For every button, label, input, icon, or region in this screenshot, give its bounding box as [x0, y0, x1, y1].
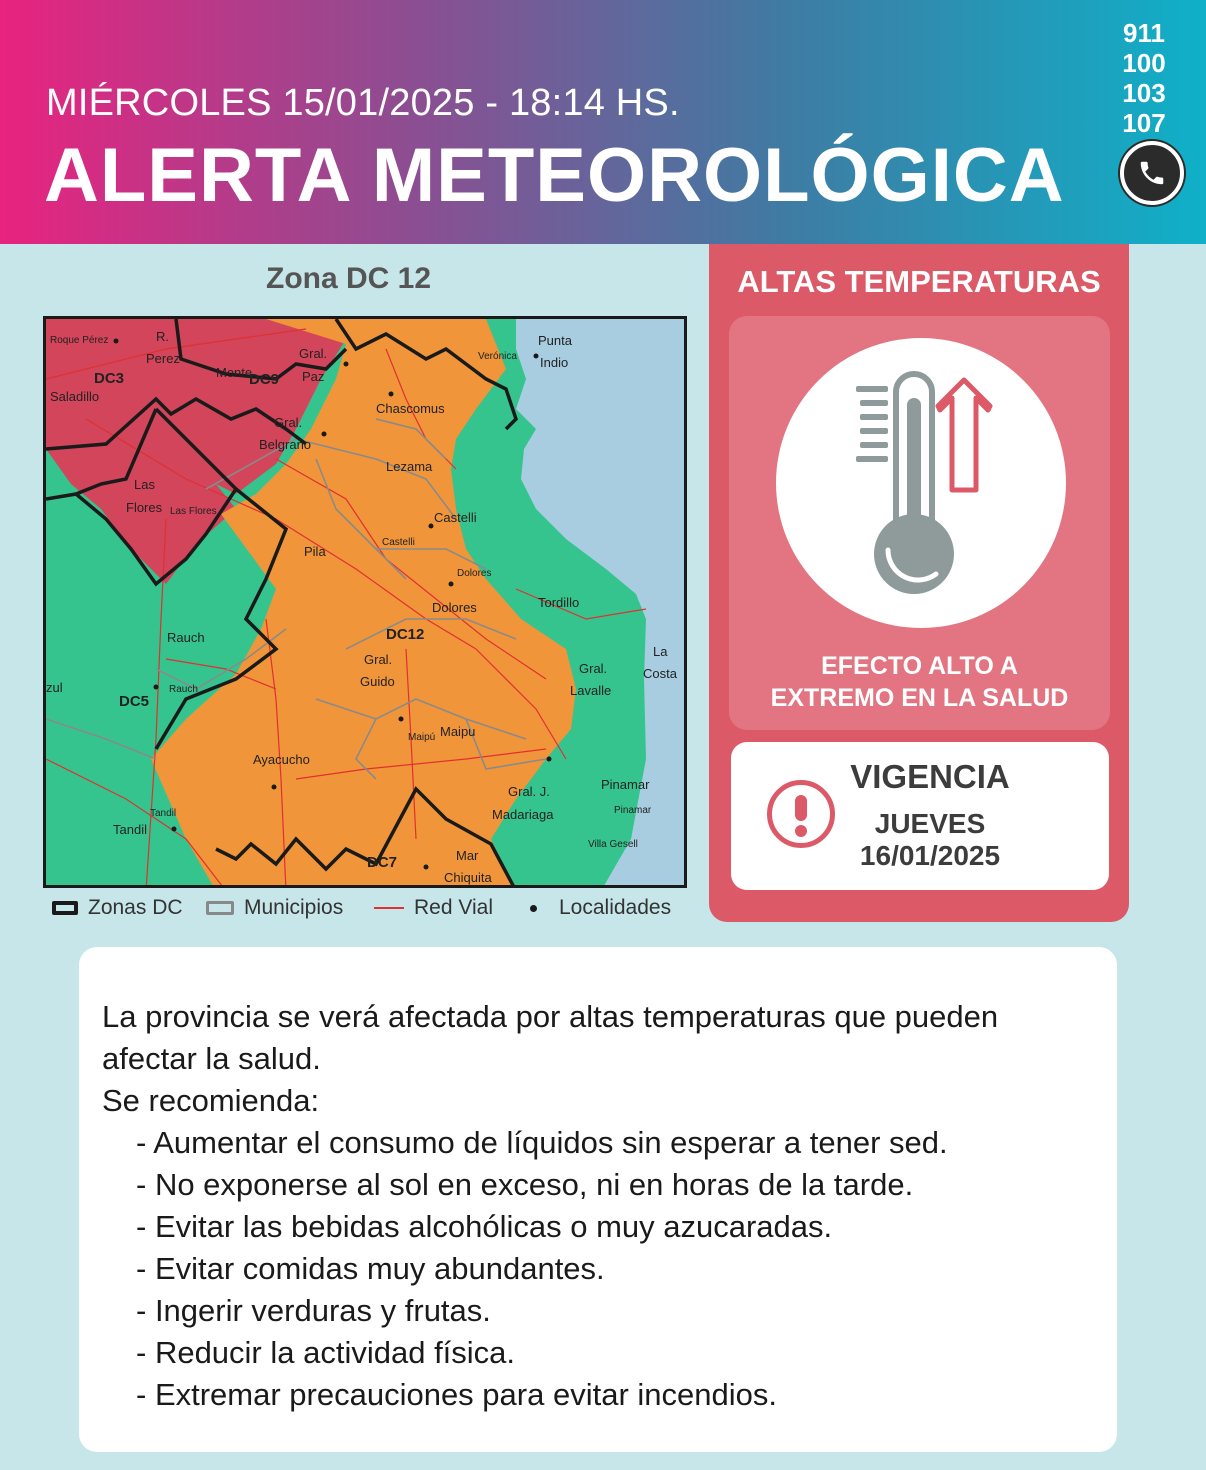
page-title: ALERTA METEOROLÓGICA — [44, 133, 1065, 218]
phone-number[interactable]: 107 — [1122, 108, 1166, 138]
map-label-dc7: DC7 — [367, 854, 398, 871]
map-label-lezama: Lezama — [386, 459, 433, 474]
emergency-phones — [1114, 18, 1174, 138]
map-label-castelli-locality: Castelli — [382, 537, 415, 548]
validity-title: VIGENCIA — [850, 758, 1010, 795]
thermometer-rising-icon — [776, 338, 1066, 628]
recommend-heading: Se recomienda: — [102, 1083, 320, 1118]
map-label-mar-chiquita: Chiquita — [444, 870, 492, 885]
recommendation-item: - No exponerse al sol en exceso, ni en horas de la tarde. — [136, 1164, 1102, 1206]
map-label-dolores: Dolores — [432, 600, 477, 615]
legend-municipios: Municipios — [206, 896, 343, 920]
map-label-gral-guido: Guido — [360, 674, 395, 689]
map-label-ayacucho: Ayacucho — [253, 752, 310, 767]
map-label-gral-paz: Gral. — [299, 346, 328, 361]
map-label-veronica: Verónica — [478, 351, 517, 362]
map-label-pila: Pila — [304, 544, 326, 559]
map-label-gral-paz: Paz — [302, 369, 325, 384]
map-label-gral-belgrano: Belgrano — [259, 437, 312, 452]
map-label-la-costa: La — [653, 644, 668, 659]
map-regions — [46, 319, 687, 888]
map-label-villa-gesell: Villa Gesell — [588, 839, 638, 850]
legend-red-vial: Red Vial — [374, 896, 493, 920]
phone-number[interactable]: 100 — [1122, 48, 1166, 78]
map-label-castelli: Castelli — [434, 510, 477, 525]
map-label-tandil-locality: Tandil — [150, 808, 177, 819]
recommendation-item: - Reducir la actividad física. — [136, 1332, 1102, 1374]
legend-zonas: Zonas DC — [52, 896, 183, 920]
map-label-las-flores: Las — [134, 477, 155, 492]
map-label-la-costa: Costa — [643, 666, 677, 681]
map-label-rauch-locality: Rauch — [169, 684, 198, 695]
map-label-rauch: Rauch — [167, 630, 205, 645]
recommendations-text — [102, 996, 1102, 1416]
map-label-dc3: DC3 — [94, 370, 125, 387]
map-label-tandil: Tandil — [113, 822, 147, 837]
zone-border-swatch — [52, 901, 78, 915]
map-legend — [52, 896, 692, 924]
alert-type-title: ALTAS TEMPERATURAS — [737, 264, 1101, 299]
map-label-dc9: DC9 — [249, 371, 280, 388]
recommendation-item: - Evitar las bebidas alcohólicas o muy azucaradas. — [136, 1206, 1102, 1248]
map-label-r-perez: Perez — [146, 351, 180, 366]
intro-line: La provincia se verá afectada por altas temperaturas que pueden — [102, 999, 999, 1034]
phone-icon[interactable] — [1120, 141, 1184, 205]
validity-date: 16/01/2025 — [859, 840, 1001, 871]
map-label-dolores-locality: Dolores — [457, 568, 492, 579]
map-label-punta-indio: Indio — [540, 355, 569, 370]
validity-day: JUEVES — [874, 808, 986, 839]
map-label-gral-lavalle: Gral. — [579, 661, 608, 676]
map-label-las-flores-locality: Las Flores — [170, 506, 217, 517]
map-label-dc12: DC12 — [386, 626, 425, 643]
map-label-r-perez: R. — [156, 329, 169, 344]
map-label-pinamar: Pinamar — [601, 777, 650, 792]
recommendation-item: - Extremar precauciones para evitar incendios. — [136, 1374, 1102, 1416]
intro-line: afectar la salud. — [102, 1041, 321, 1076]
map-label-roque-perez: Roque Pérez — [50, 335, 109, 346]
map-label-mar-chiquita: Mar — [456, 848, 479, 863]
map-label-monte: Monte — [216, 365, 253, 380]
phone-number[interactable]: 911 — [1123, 18, 1165, 48]
map-label-maipu-locality: Maipú — [408, 732, 436, 743]
map-label-dc5: DC5 — [119, 693, 150, 710]
map-zone-title: Zona DC 12 — [266, 262, 432, 295]
map-label-chascomus: Chascomus — [376, 401, 445, 416]
recommendation-item: - Aumentar el consumo de líquidos sin esperar a tener sed. — [136, 1122, 1102, 1164]
recommendation-item: - Evitar comidas muy abundantes. — [136, 1248, 1102, 1290]
health-effect-text: EFECTO ALTO A EXTREMO EN LA SALUD — [770, 652, 1069, 712]
legend-localidades: Localidades — [530, 896, 671, 920]
map-label-azul: zul — [46, 680, 63, 695]
date-line: MIÉRCOLES 15/01/2025 - 18:14 HS. — [46, 82, 680, 124]
map-label-saladillo: Saladillo — [50, 389, 100, 404]
locality-dot-swatch — [530, 905, 537, 912]
map-label-maipu: Maipu — [440, 724, 476, 739]
map-label-gral-lavalle: Lavalle — [570, 683, 612, 698]
map-label-gral-guido: Gral. — [364, 652, 393, 667]
map-label-las-flores: Flores — [126, 500, 163, 515]
map-label-pinamar-locality: Pinamar — [614, 805, 652, 816]
recommendation-item: - Ingerir verduras y frutas. — [136, 1290, 1102, 1332]
map-label-gral-madariaga: Gral. J. — [508, 784, 550, 799]
alert-zone-map[interactable] — [43, 316, 687, 888]
header-banner — [0, 0, 1206, 244]
recommendation-list — [102, 1122, 1102, 1416]
road-line-swatch — [374, 907, 404, 909]
map-label-tordillo: Tordillo — [538, 595, 580, 610]
map-label-punta-indio: Punta — [538, 333, 572, 348]
phone-number[interactable]: 103 — [1122, 78, 1166, 108]
map-label-gral-belgrano: Gral. — [274, 415, 303, 430]
municipal-border-swatch — [206, 901, 234, 915]
map-label-gral-madariaga: Madariaga — [492, 807, 554, 822]
